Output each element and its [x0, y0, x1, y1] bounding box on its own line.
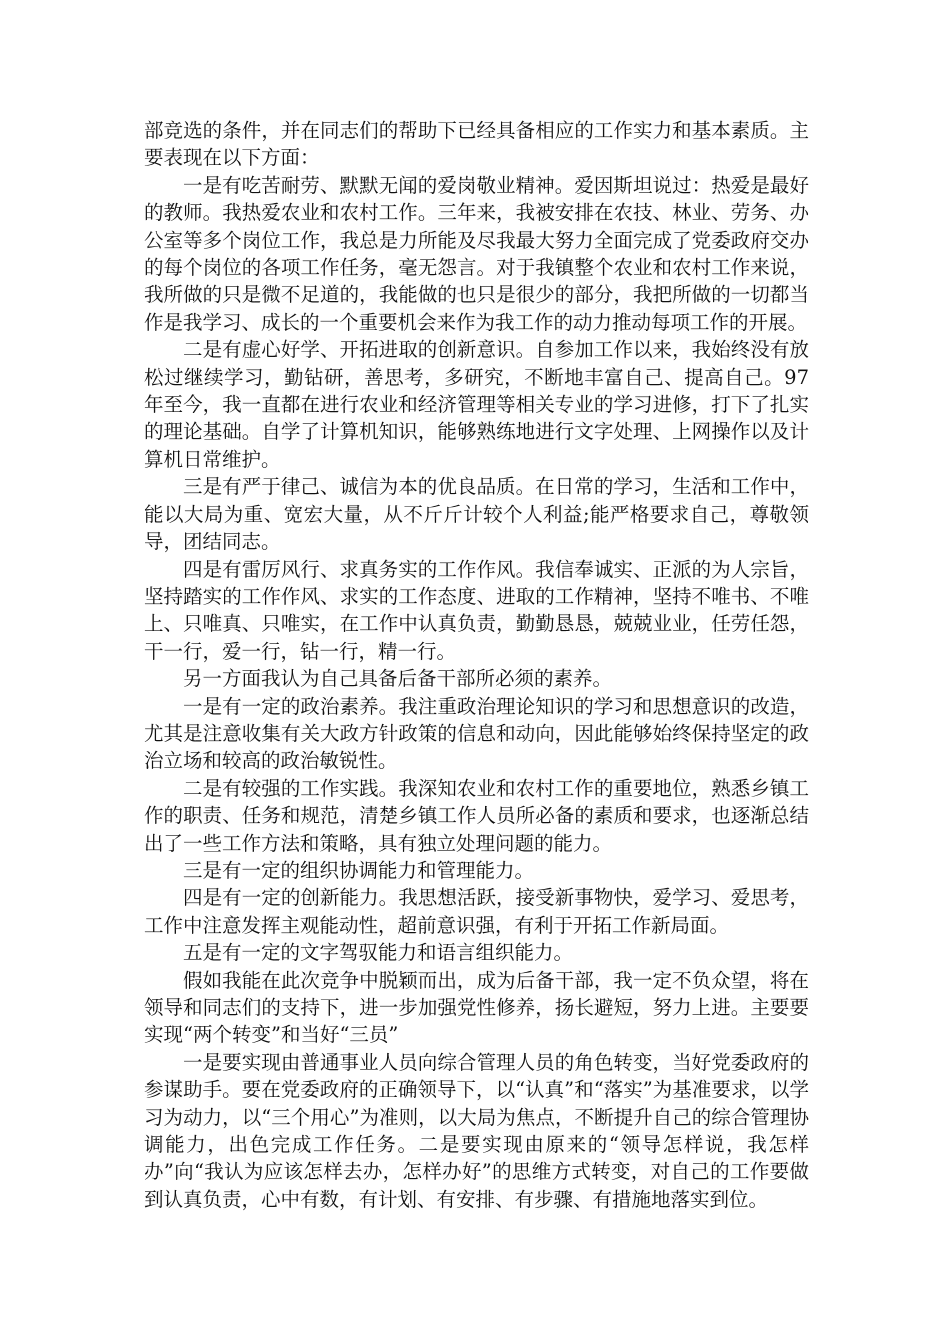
paragraph-dedication: 一是有吃苦耐劳、默默无闻的爱岗敬业精神。爱因斯坦说过：热爱是最好的教师。我热爱农业和农村工作。三年来，我被安排在农技、林业、劳务、办公室等多个岗位工作，我总是力所能及尽我最大努力全面完成了党委政府交办的每个岗位的各项工作任务，毫无怨言。对于我镇整个农业和农村工作来说，我所做的只是微不足道的，我能做的也只是很少的部分，我把所做的一切都当作是我学习、成长的一个重要机会来作为我工作的动力推动每项工作的开展。: [144, 173, 809, 334]
paragraph-learning: 二是有虚心好学、开拓进取的创新意识。自参加工作以来，我始终没有放松过继续学习，勤钻研，善思考，多研究，不断地丰富自己、提高自己。97年至今，我一直都在进行农业和经济管理等相关专业的学习进修，打下了扎实的理论基础。自学了计算机知识，能够熟练地进行文字处理、上网操作以及计算机日常维护。: [144, 338, 809, 471]
paragraph-intro: 部竞选的条件，并在同志们的帮助下已经具备相应的工作实力和基本素质。主要表现在以下方面：: [144, 119, 809, 170]
paragraph-political: 一是有一定的政治素养。我注重政治理论知识的学习和思想意识的改造，尤其是注意收集有关大政方针政策的信息和动向，因此能够始终保持坚定的政治立场和较高的政治敏锐性。: [144, 694, 809, 773]
paragraph-coordination: 三是有一定的组织协调能力和管理能力。: [183, 858, 535, 882]
paragraph-work-style: 四是有雷厉风行、求真务实的工作作风。我信奉诚实、正派的为人宗旨，坚持踏实的工作作风、求实的工作态度、进取的工作精神，坚持不唯书、不唯上、只唯真、只唯实，在工作中认真负责，勤勤恳恳，兢兢业业，任劳任怨，干一行，爱一行，钻一行，精一行。: [144, 557, 809, 663]
paragraph-writing: 五是有一定的文字驾驭能力和语言组织能力。: [183, 941, 574, 965]
paragraph-character: 三是有严于律己、诚信为本的优良品质。在日常的学习，生活和工作中，能以大局为重、宽宏大量，从不斤斤计较个人利益;能严格要求自己，尊敬领导，团结同志。: [144, 475, 809, 554]
paragraph-transformations: 一是要实现由普通事业人员向综合管理人员的角色转变，当好党委政府的参谋助手。要在党委政府的正确领导下，以“认真”和“落实”为基准要求，以学习为动力，以“三个用心”为准则，以大局为焦点，不断提升自己的综合管理协调能力，出色完成工作任务。二是要实现由原来的“领导怎样说，我怎样办”向“我认为应该怎样去办，怎样办好”的思维方式转变，对自己的工作要做到认真负责，心中有数，有计划、有安排、有步骤、有措施地落实到位。: [144, 1050, 809, 1211]
document-page: [144, 117, 809, 1213]
paragraph-innovation: 四是有一定的创新能力。我思想活跃，接受新事物快，爱学习、爱思考，工作中注意发挥主观能动性，超前意识强，有利于开拓工作新局面。: [144, 886, 809, 937]
paragraph-other-aspect: 另一方面我认为自己具备后备干部所必须的素养。: [183, 667, 613, 691]
paragraph-commitment: 假如我能在此次竞争中脱颖而出，成为后备干部，我一定不负众望，将在领导和同志们的支持下，进一步加强党性修养，扬长避短，努力上进。主要要实现“两个转变”和当好“三员”: [144, 968, 809, 1047]
paragraph-practice: 二是有较强的工作实践。我深知农业和农村工作的重要地位，熟悉乡镇工作的职责、任务和规范，清楚乡镇工作人员所必备的素质和要求，也逐渐总结出了一些工作方法和策略，具有独立处理问题的能力。: [144, 776, 809, 855]
